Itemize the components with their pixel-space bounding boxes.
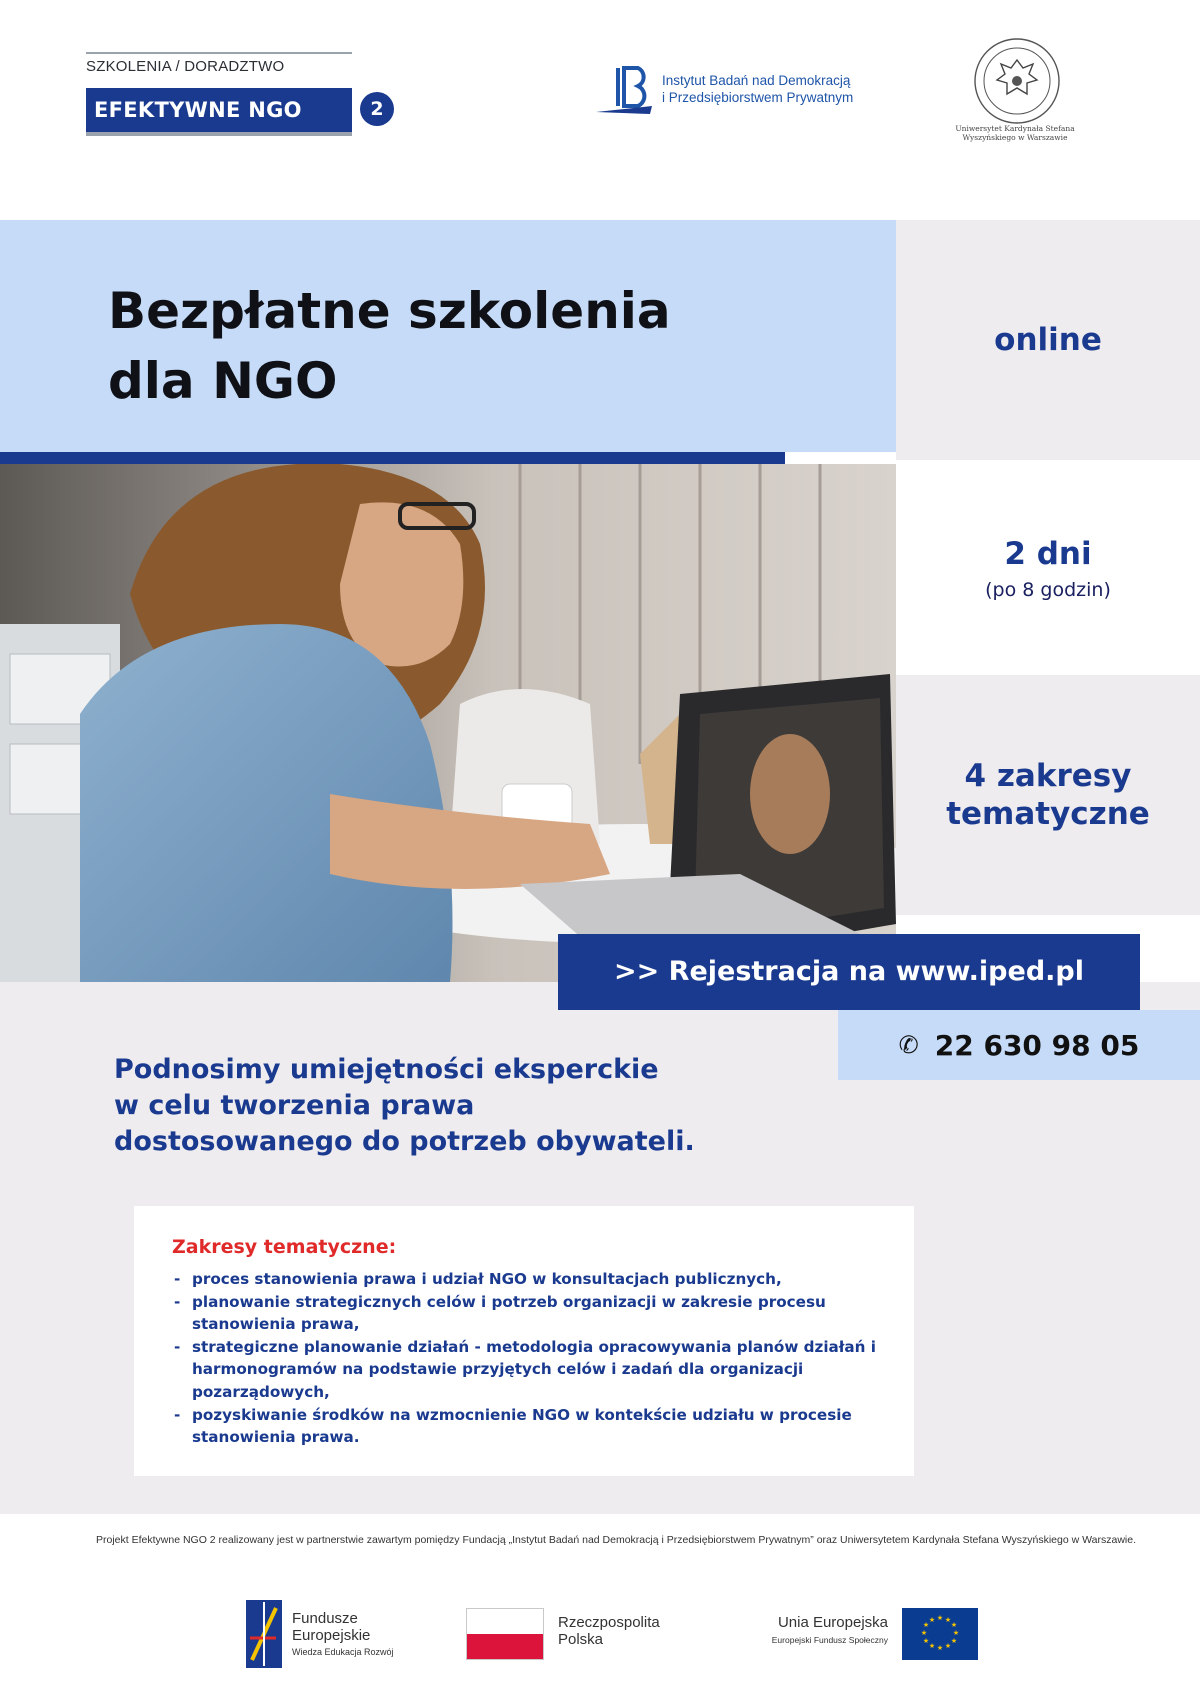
eu-flag-icon [902,1608,978,1660]
institute-name: Instytut Badań nad Demokracją i Przedsiębiorstwem Prywatnym [662,73,854,105]
page-title: Bezpłatne szkolenia dla NGO [108,282,671,410]
eu-label: Unia Europejska Europejski Fundusz Społeczny [771,1614,888,1645]
svg-text:★: ★ [944,1642,952,1650]
project-number-badge: 2 [360,92,394,126]
project-logo [86,88,352,136]
feature-duration [896,460,1200,675]
university-name: Uniwersytet Kardynała Stefana Wyszyńskiego w Warszawie [955,124,1075,142]
poland-flag-icon [466,1608,544,1660]
svg-text:★: ★ [922,1637,930,1645]
university-seal-icon [972,36,1062,126]
list-item: - planowanie strategicznych celów i potrzeb organizacji w zakresie procesu stanowienia prawa, [172,1291,892,1336]
project-name: EFEKTYWNE NGO [94,98,302,122]
feature-spacer [896,915,1200,935]
institute-logo-icon [596,66,658,118]
list-item: - proces stanowienia prawa i udział NGO w konsultacjach publicznych, [172,1268,892,1291]
eu-funds-logo-icon [246,1600,282,1668]
contact-phone[interactable] [838,1010,1200,1080]
mission-statement: Podnosimy umiejętności eksperckie w celu tworzenia prawa dostosowanego do potrzeb obywateli. [114,1054,695,1157]
topics-list [172,1268,892,1449]
svg-text:★: ★ [950,1637,958,1645]
eu-funds-label: Fundusze Europejskie Wiedza Edukacja Rozwój [292,1610,394,1657]
svg-text:★: ★ [936,1644,944,1652]
registration-link[interactable]: >> Rejestracja na www.iped.pl [558,934,1140,1010]
feature-duration-label: 2 dni [1004,535,1092,572]
topics-heading: Zakresy tematyczne: [172,1236,397,1258]
phone-number: 22 630 98 05 [934,1028,1140,1062]
accent-divider [0,452,785,464]
svg-text:★: ★ [952,1629,960,1637]
svg-text:★: ★ [928,1642,936,1650]
hero-photo [0,464,896,982]
list-item: - pozyskiwanie środków na wzmocnienie NGO w kontekście udziału w procesie stanowienia prawa. [172,1404,892,1449]
svg-text:★: ★ [928,1616,936,1624]
project-tagline: SZKOLENIA / DORADZTWO [86,52,352,75]
svg-text:★: ★ [950,1621,958,1629]
list-item: - strategiczne planowanie działań - metodologia opracowywania planów działań i harmonogramów na podstawie przyjętych celów i zadań dla organizacji pozarządowych, [172,1336,892,1404]
feature-topics-count: 4 zakresy tematyczne [896,675,1200,915]
svg-text:★: ★ [944,1616,952,1624]
svg-text:★: ★ [920,1629,928,1637]
feature-duration-detail: (po 8 godzin) [985,578,1111,601]
feature-format-label: online [994,322,1102,358]
poland-label: Rzeczpospolita Polska [558,1614,660,1648]
feature-format [896,220,1200,460]
svg-text:★: ★ [922,1621,930,1629]
phone-icon: ✆ [898,1031,919,1059]
svg-text:★: ★ [936,1614,944,1622]
partnership-note: Projekt Efektywne NGO 2 realizowany jest w partnerstwie zawartym pomiędzy Fundacją „Instytut Badań nad Demokracją i Przedsiębiorstwem Prywatnym” oraz Uniwersytetem Kardynała Stefana Wyszyńskiego w Warszawie. [96,1534,1136,1546]
